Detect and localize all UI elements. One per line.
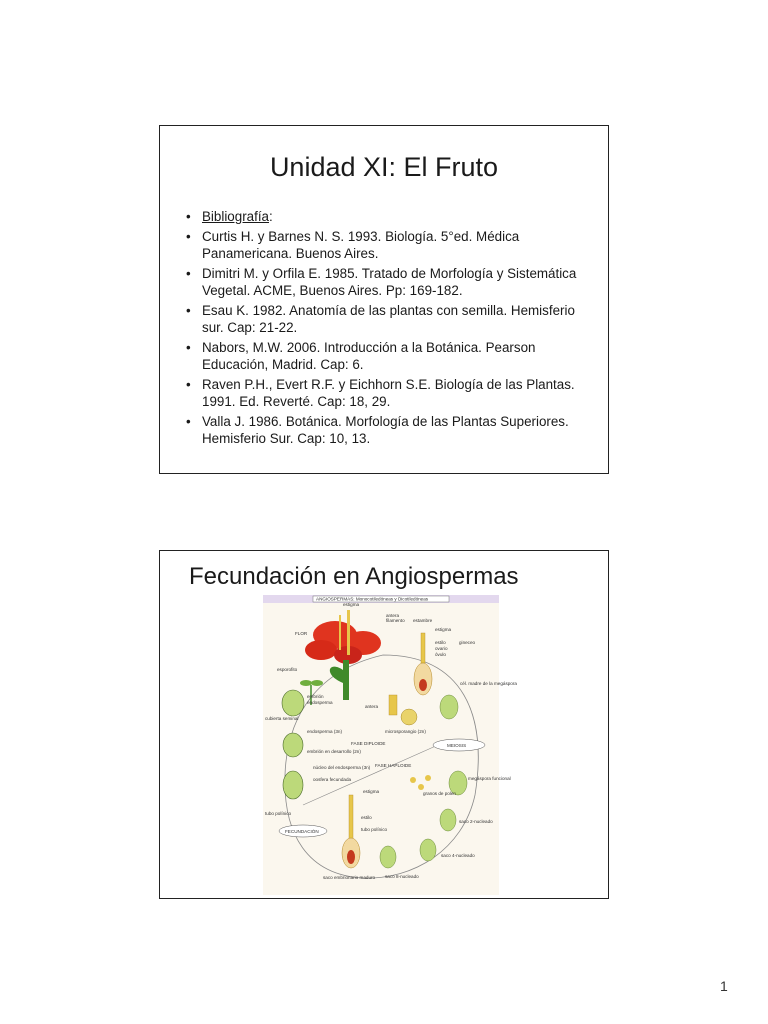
diagram-header: ANGIOSPERMAS: Monocotiledóneas y Dicotiledóneas [316, 596, 429, 602]
bibliography-colon: : [269, 209, 273, 224]
stamen-shape [339, 615, 341, 650]
diagram-label: endosperma (3n) [307, 729, 342, 734]
diagram-label: cél. madre de la megáspora [460, 681, 517, 686]
embryo-sac-shape [440, 809, 456, 831]
embryo-sac-shape [380, 846, 396, 868]
diagram-label: saco 2-nucleado [459, 819, 493, 824]
diagram-label: microsporangio (2n) [385, 729, 426, 734]
pollen-grain-shape [410, 777, 416, 783]
diagram-label: FASE DIPLOIDE [351, 741, 386, 746]
diagram-label: gineceo [459, 640, 476, 645]
page-number: 1 [720, 978, 728, 994]
reference-item: • Dimitri M. y Orfila E. 1985. Tratado de Morfología y Sistemática Vegetal. ACME, Buenos Aires. Pp: 169-182. [186, 265, 586, 299]
stem-shape [343, 660, 349, 700]
diagram-label: FECUNDACIÓN [285, 829, 319, 834]
petal-shape [305, 640, 337, 660]
anther-section-shape [389, 695, 397, 715]
slide-title: Fecundación en Angiospermas [189, 563, 519, 590]
diagram-label: óvulo [435, 652, 446, 657]
style-shape [349, 795, 353, 843]
slide-title: Unidad XI: El Fruto [269, 152, 499, 182]
angiosperm-life-cycle-diagram [263, 595, 517, 895]
ovule-shape [283, 771, 303, 799]
ovule-shape [347, 850, 355, 864]
diagram-label: embrión en desarrollo (2n) [307, 749, 361, 754]
diagram-label: cubierta seminal [265, 716, 299, 721]
diagram-label: estilo [435, 640, 446, 645]
reference-item: • Nabors, M.W. 2006. Introducción a la Botánica. Pearson Educación, Madrid. Cap: 6. [186, 339, 586, 373]
diagram-label: filamento [386, 618, 405, 623]
reference-item: • Curtis H. y Barnes N. S. 1993. Biología. 5°ed. Médica Panamericana. Buenos Aires. [186, 228, 586, 262]
diagram-label: estigma [363, 789, 380, 794]
diagram-label: embrión [307, 694, 324, 699]
diagram-label: MEIOSIS [447, 743, 467, 748]
diagram-label: estambre [413, 618, 433, 623]
slide-unidad-xi [159, 125, 609, 474]
diagram-label: FASE HAPLOIDE [375, 763, 412, 768]
diagram-label: FLOR [295, 631, 308, 636]
diagram-label: saco embrionario maduro [323, 875, 376, 880]
bibliography-list [186, 208, 586, 450]
diagram-label: tubo polínico [265, 811, 292, 816]
diagram-label: estigma [435, 627, 452, 632]
diagram-label: núcleo del endosperma (3n) [313, 765, 371, 770]
stamen-shape [347, 610, 350, 655]
bibliography-label: Bibliografía [202, 209, 269, 224]
diagram-label: tubo polínico [361, 827, 388, 832]
diagram-label: estilo [361, 815, 372, 820]
diagram-label: esporofito [277, 667, 298, 672]
diagram-label: endosperma [307, 700, 333, 705]
microsporangium-shape [401, 709, 417, 725]
pollen-grain-shape [425, 775, 431, 781]
slide-fecundacion [159, 550, 609, 899]
diagram-label: oosfera fecundada [313, 777, 352, 782]
diagram-label: estigma [343, 602, 360, 607]
diagram-label: saco 8-nucleado [385, 874, 419, 879]
diagram-label: ovario [435, 646, 448, 651]
diagram-label: megáspora funcional [468, 776, 511, 781]
diagram-label: antera [365, 704, 379, 709]
ovule-shape [440, 695, 458, 719]
reference-item: • Esau K. 1982. Anatomía de las plantas con semilla. Hemisferio sur. Cap: 21-22. [186, 302, 586, 336]
reference-item: • Valla J. 1986. Botánica. Morfología de las Plantas Superiores. Hemisferio Sur. Cap: 10, 13. [186, 413, 586, 447]
seed-shape [282, 690, 304, 716]
seed-shape [283, 733, 303, 757]
diagram-label: antera [386, 613, 400, 618]
diagram-label: granos de polen [423, 791, 456, 796]
pollen-grain-shape [418, 784, 424, 790]
reference-item: • Raven P.H., Evert R.F. y Eichhorn S.E. Biología de las Plantas. 1991. Ed. Reverté. Cap: 18, 29. [186, 376, 586, 410]
diagram-label: saco 4-nucleado [441, 853, 475, 858]
embryo-sac-shape [420, 839, 436, 861]
bibliography-heading [186, 208, 586, 225]
